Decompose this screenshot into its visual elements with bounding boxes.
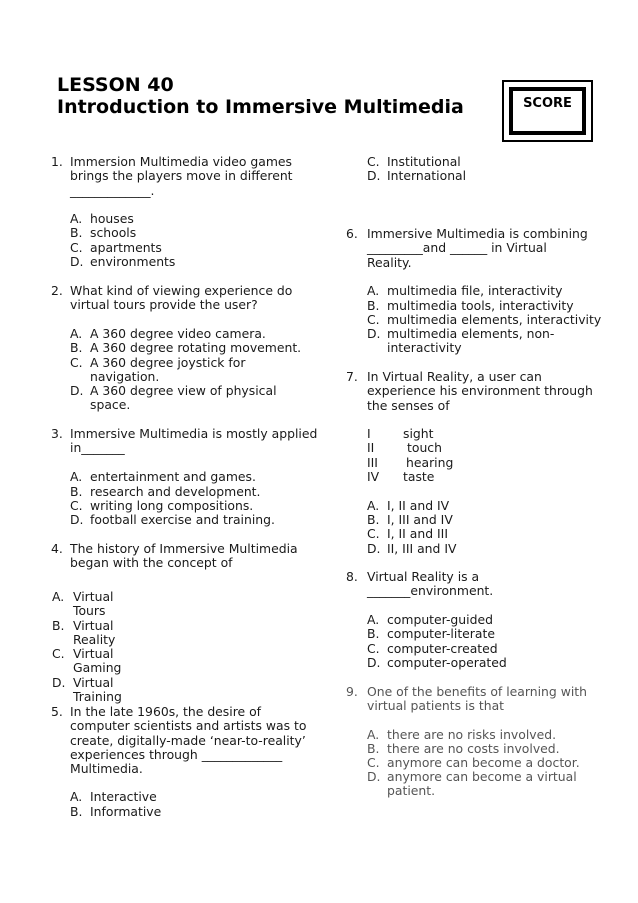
choice-text: computer-guided [387, 612, 493, 627]
question-text: computer scientists and artists was to [70, 718, 307, 734]
question-text: Immersive Multimedia is mostly applied [70, 426, 318, 441]
choice-text: Gaming [73, 660, 122, 676]
choice-text: houses [90, 211, 134, 226]
question-text: began with the concept of [70, 555, 233, 571]
question-text: _______environment. [367, 583, 494, 599]
choice-letter: D. [70, 512, 84, 527]
sense-numeral: IV [367, 469, 380, 484]
choice-text: Training [73, 689, 122, 705]
choice-text: Tours [73, 603, 106, 619]
choice-letter: D. [70, 254, 84, 269]
choice-letter: B. [70, 340, 83, 355]
choice-text: A 360 degree view of physical [90, 383, 277, 398]
choice-text: Virtual [73, 589, 114, 604]
choice-text: schools [90, 225, 137, 240]
choice-text: A 360 degree video camera. [90, 326, 266, 341]
choice-letter: B. [367, 626, 380, 641]
choice-letter: A. [367, 498, 380, 513]
question-number: 2. [51, 283, 63, 298]
choice-text: computer-created [387, 641, 498, 656]
choice-letter: A. [70, 789, 83, 804]
sense-numeral: III [367, 455, 378, 470]
question-text: virtual patients is that [367, 698, 505, 714]
sense-numeral: I [367, 426, 371, 441]
choice-letter: D. [367, 769, 381, 784]
question-text: _____________. [70, 182, 155, 198]
choice-text: entertainment and games. [90, 469, 256, 484]
sense-label: taste [403, 469, 435, 484]
choice-letter: A. [70, 211, 83, 226]
choice-letter: A. [70, 469, 83, 484]
question-number: 8. [346, 569, 358, 584]
question-text: create, digitally-made ‘near-to-reality’ [70, 732, 306, 748]
sense-label: touch [407, 440, 442, 455]
sense-label: sight [403, 426, 434, 441]
choice-text: A 360 degree joystick for [90, 355, 246, 370]
choice-text: apartments [90, 240, 162, 255]
choice-letter: A. [367, 612, 380, 627]
question-text: One of the benefits of learning with [367, 684, 588, 699]
choice-text: Virtual [73, 618, 114, 633]
choice-text: navigation. [90, 369, 160, 385]
question-text: What kind of viewing experience do [70, 283, 293, 298]
question-text: Immersive Multimedia is combining [367, 226, 588, 241]
choice-text: there are no risks involved. [387, 727, 557, 742]
choice-letter: A. [52, 589, 65, 604]
choice-letter: C. [52, 646, 65, 661]
choice-text: interactivity [387, 340, 462, 356]
choice-letter: A. [367, 727, 380, 742]
choice-letter: B. [367, 512, 380, 527]
question-number: 9. [346, 684, 358, 699]
choice-text: I, II and IV [387, 498, 450, 513]
score-box-inner [509, 87, 586, 135]
question-text: the senses of [367, 397, 450, 413]
choice-text: writing long compositions. [90, 498, 254, 513]
question-text: Virtual Reality is a [367, 569, 480, 584]
choice-letter: C. [70, 498, 83, 513]
question-text: The history of Immersive Multimedia [70, 541, 298, 556]
choice-text: I, III and IV [387, 512, 453, 527]
question-text: in_______ [70, 440, 125, 456]
score-box [502, 80, 593, 142]
choice-text: International [387, 168, 467, 183]
choice-letter: D. [367, 168, 381, 183]
question-text: _________and ______ in Virtual [367, 240, 547, 256]
choice-letter: C. [367, 526, 380, 541]
question-number: 1. [51, 154, 63, 169]
choice-text: there are no costs involved. [387, 741, 560, 756]
choice-text: computer-literate [387, 626, 495, 641]
choice-text: Virtual [73, 675, 114, 690]
choice-letter: C. [367, 755, 380, 770]
choice-letter: A. [367, 283, 380, 298]
question-text: Reality. [367, 254, 412, 270]
choice-letter: D. [70, 383, 84, 398]
choice-text: multimedia elements, non- [387, 326, 555, 341]
choice-letter: C. [70, 240, 83, 255]
choice-letter: D. [52, 675, 66, 690]
choice-letter: B. [70, 225, 83, 240]
question-text: experience his environment through [367, 383, 593, 399]
question-number: 3. [51, 426, 63, 441]
question-text: virtual tours provide the user? [70, 297, 258, 313]
question-text: In Virtual Reality, a user can [367, 369, 542, 384]
choice-letter: B. [367, 741, 380, 756]
choice-letter: D. [367, 541, 381, 556]
question-text: In the late 1960s, the desire of [70, 704, 262, 719]
choice-text: anymore can become a doctor. [387, 755, 580, 770]
choice-letter: D. [367, 655, 381, 670]
question-number: 6. [346, 226, 358, 241]
choice-text: space. [90, 397, 131, 413]
choice-text: Reality [73, 632, 116, 648]
choice-letter: B. [70, 804, 83, 819]
question-text: brings the players move in different [70, 168, 293, 184]
choice-text: anymore can become a virtual [387, 769, 577, 784]
choice-text: multimedia tools, interactivity [387, 298, 574, 313]
choice-letter: C. [70, 355, 83, 370]
choice-text: environments [90, 254, 176, 269]
choice-text: Informative [90, 804, 162, 819]
choice-letter: B. [367, 298, 380, 313]
choice-text: research and development. [90, 484, 261, 499]
question-number: 7. [346, 369, 358, 384]
page-title: Introduction to Immersive Multimedia [57, 96, 464, 118]
question-text: Immersion Multimedia video games [70, 154, 292, 169]
choice-letter: C. [367, 154, 380, 169]
choice-text: Institutional [387, 154, 461, 169]
choice-text: football exercise and training. [90, 512, 275, 527]
sense-numeral: II [367, 440, 375, 455]
question-number: 5. [51, 704, 63, 719]
choice-letter: A. [70, 326, 83, 341]
choice-letter: C. [367, 312, 380, 327]
choice-text: computer-operated [387, 655, 507, 670]
choice-text: I, II and III [387, 526, 448, 541]
score-label: SCORE [523, 96, 572, 111]
question-number: 4. [51, 541, 63, 556]
choice-text: patient. [387, 783, 436, 799]
choice-text: A 360 degree rotating movement. [90, 340, 302, 355]
choice-text: Virtual [73, 646, 114, 661]
question-text: Multimedia. [70, 761, 143, 777]
choice-letter: C. [367, 641, 380, 656]
choice-letter: B. [52, 618, 65, 633]
choice-text: Interactive [90, 789, 157, 804]
choice-text: multimedia elements, interactivity [387, 312, 602, 327]
question-text: experiences through _____________ [70, 746, 283, 762]
choice-text: II, III and IV [387, 541, 457, 556]
sense-label: hearing [406, 455, 454, 470]
choice-text: multimedia file, interactivity [387, 283, 563, 298]
lesson-number: LESSON 40 [57, 74, 174, 96]
choice-letter: B. [70, 484, 83, 499]
choice-letter: D. [367, 326, 381, 341]
